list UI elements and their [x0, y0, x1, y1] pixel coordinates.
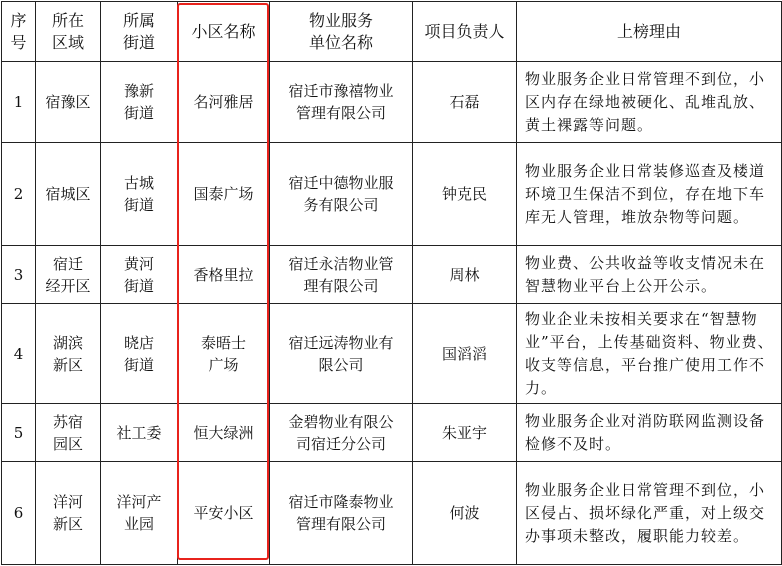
header-street-text: 所属 街道: [122, 10, 155, 52]
header-district-text: 所在 区域: [51, 10, 84, 52]
header-community-text: 小区名称: [191, 21, 256, 41]
cell-district: 苏宿 园区: [36, 404, 101, 462]
cell-street: 黄河 街道: [101, 246, 178, 304]
cell-street: 豫新 街道: [101, 62, 178, 143]
cell-street: 晓店 街道: [101, 304, 178, 404]
table-row: [2, 304, 782, 404]
cell-community: 香格里拉: [178, 246, 270, 304]
cell-manager: 朱亚宇: [413, 404, 517, 462]
header-company-text: 物业服务 单位名称: [308, 10, 373, 52]
header-street: [101, 2, 178, 62]
cell-manager: 石磊: [413, 62, 517, 143]
header-community: [178, 2, 270, 62]
cell-street: 洋河产 业园: [101, 462, 178, 565]
ranking-table: [1, 1, 782, 565]
header-manager: [413, 2, 517, 62]
cell-company: 宿迁中德物业服 务有限公司: [270, 143, 413, 246]
cell-manager: 国滔滔: [413, 304, 517, 404]
cell-district: 宿迁 经开区: [36, 246, 101, 304]
header-reason: [517, 2, 782, 62]
table-row: [2, 404, 782, 462]
cell-reason: 物业服务企业日常管理不到位，小区侵占、损坏绿化严重，对上级交办事项未整改，履职能力较差。: [517, 462, 782, 565]
cell-community: 平安小区: [178, 462, 270, 565]
cell-company: 宿迁远涛物业有 限公司: [270, 304, 413, 404]
cell-community: 恒大绿洲: [178, 404, 270, 462]
cell-seq: 1: [2, 62, 36, 143]
cell-community: 泰晤士 广场: [178, 304, 270, 404]
cell-company: 金碧物业有限公 司宿迁分公司: [270, 404, 413, 462]
header-row: [2, 2, 782, 62]
cell-reason: 物业服务企业对消防联网监测设备检修不及时。: [517, 404, 782, 462]
cell-manager: 钟克民: [413, 143, 517, 246]
cell-street: 社工委: [101, 404, 178, 462]
cell-seq: 5: [2, 404, 36, 462]
cell-district: 宿豫区: [36, 62, 101, 143]
cell-reason: 物业企业未按相关要求在“智慧物业”平台，上传基础资料、物业费、收支等信息，平台推广使用工作不力。: [517, 304, 782, 404]
cell-seq: 6: [2, 462, 36, 565]
header-seq-text: 序 号: [10, 10, 27, 52]
cell-company: 宿迁市豫禧物业 管理有限公司: [270, 62, 413, 143]
cell-company: 宿迁市隆泰物业 管理有限公司: [270, 462, 413, 565]
cell-seq: 3: [2, 246, 36, 304]
header-seq: [2, 2, 36, 62]
table-row: [2, 62, 782, 143]
cell-community: 国泰广场: [178, 143, 270, 246]
header-district: [36, 2, 101, 62]
header-company: [270, 2, 413, 62]
cell-district: 洋河 新区: [36, 462, 101, 565]
table-row: [2, 143, 782, 246]
cell-community: 名河雅居: [178, 62, 270, 143]
cell-manager: 何波: [413, 462, 517, 565]
table-row: [2, 462, 782, 565]
cell-seq: 2: [2, 143, 36, 246]
cell-street: 古城 街道: [101, 143, 178, 246]
cell-reason: 物业服务企业日常装修巡查及楼道环境卫生保洁不到位，存在地下车库无人管理，堆放杂物等问题。: [517, 143, 782, 246]
cell-seq: 4: [2, 304, 36, 404]
cell-district: 湖滨 新区: [36, 304, 101, 404]
header-reason-text: 上榜理由: [616, 21, 681, 41]
cell-company: 宿迁永洁物业管 理有限公司: [270, 246, 413, 304]
cell-reason: 物业服务企业日常管理不到位，小区内存在绿地被硬化、乱堆乱放、黄土裸露等问题。: [517, 62, 782, 143]
header-manager-text: 项目负责人: [424, 21, 505, 41]
cell-reason: 物业费、公共收益等收支情况未在智慧物业平台上公开公示。: [517, 246, 782, 304]
cell-district: 宿城区: [36, 143, 101, 246]
table-row: [2, 246, 782, 304]
cell-manager: 周林: [413, 246, 517, 304]
